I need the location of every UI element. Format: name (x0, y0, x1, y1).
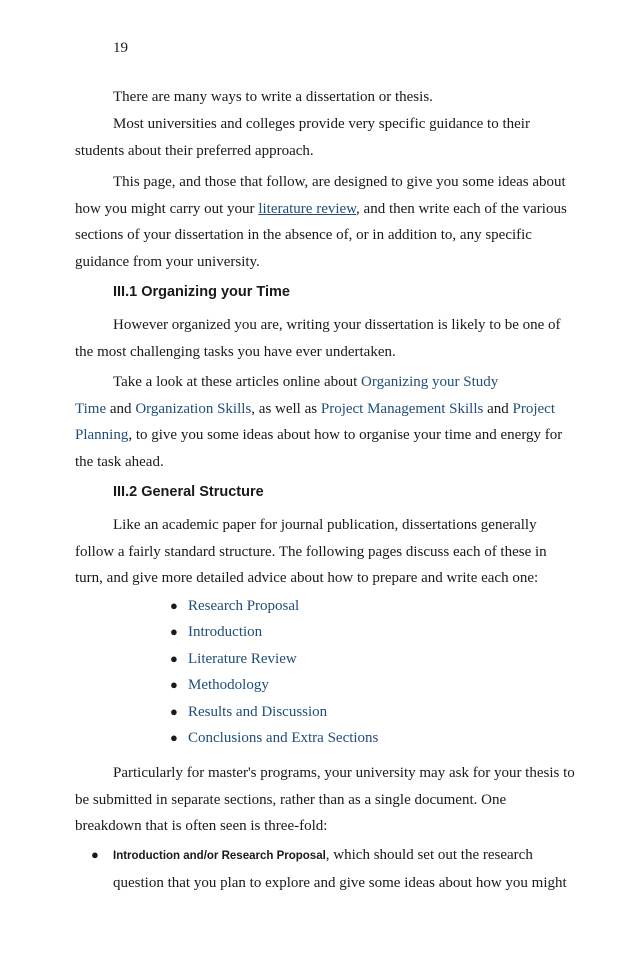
project-management-skills-link[interactable]: Project Management Skills (320, 400, 484, 417)
project-planning-link[interactable]: Project (512, 400, 556, 417)
bullet-lead-text: Introduction and/or Research Proposal (113, 850, 326, 862)
section1-text-1a: However organized you are, writing your dissertation is likely to be one of (113, 317, 561, 333)
section1-text-1b: the most challenging tasks you have ever undertaken. (75, 343, 396, 360)
results-discussion-link[interactable]: Results and Discussion (188, 703, 328, 720)
section2-text-1c: turn, and give more detailed advice about how to prepare and write each one: (75, 570, 539, 586)
page-number: 19 (113, 40, 128, 56)
bullet-icon: ● (170, 729, 178, 745)
research-proposal-link[interactable]: Research Proposal (188, 598, 300, 614)
section2-text-2c: breakdown that is often seen is three-fold: (75, 818, 328, 834)
project-planning-link-cont[interactable]: Planning (75, 427, 129, 443)
intro-text-3d: guidance from your university. (75, 253, 260, 270)
literature-review-link[interactable]: literature review (258, 200, 357, 217)
section-heading-general-structure: III.2 General Structure (113, 484, 264, 500)
list-item (170, 674, 378, 700)
conclusions-link[interactable]: Conclusions and Extra Sections (188, 729, 379, 746)
intro-text-3a: This page, and those that follow, are designed to give you some ideas about (113, 174, 566, 190)
methodology-link[interactable]: Methodology (188, 677, 269, 694)
list-item (170, 648, 378, 674)
intro-text-1: There are many ways to write a dissertation or thesis. (113, 89, 433, 105)
intro-paragraph-2 (75, 111, 575, 164)
structure-list (170, 595, 378, 753)
bullet-icon: ● (170, 624, 178, 640)
intro-text-3b-post: , and then write each of the various (356, 200, 567, 217)
section2-text-1b: follow a fairly standard structure. The following pages discuss each of these in (75, 543, 547, 560)
section2-paragraph-2 (75, 760, 575, 840)
section1-paragraph-2 (75, 369, 575, 475)
section-heading-organizing-time: III.1 Organizing your Time (113, 284, 290, 300)
section1-text-2-post2: the task ahead. (75, 453, 164, 470)
list-item (170, 727, 378, 753)
introduction-link[interactable]: Introduction (188, 624, 263, 641)
section1-text-2-post1: , to give you some ideas about how to organise your time and energy for (128, 427, 563, 443)
section2-text-2b: be submitted in separate sections, rather than as a single document. One (75, 791, 507, 808)
organization-skills-link[interactable]: Organization Skills (135, 400, 252, 417)
three-fold-bullet (93, 842, 573, 896)
bullet-icon: ● (170, 598, 178, 613)
intro-paragraph-3 (75, 169, 575, 275)
as-well-as-text: , as well as (251, 400, 321, 417)
section2-paragraph-1 (75, 512, 575, 592)
bullet-icon: ● (170, 677, 178, 693)
organizing-study-time-link[interactable]: Organizing your Study (361, 374, 499, 390)
intro-text-3b-pre: how you might carry out your (75, 200, 259, 217)
section2-text-2a: Particularly for master's programs, your university may ask for your thesis to (113, 765, 575, 781)
bullet-icon: ● (91, 847, 99, 862)
list-item (170, 701, 378, 727)
and-text-2: and (483, 400, 513, 417)
intro-paragraph-1 (75, 84, 575, 111)
organizing-study-time-link-cont[interactable]: Time (75, 400, 107, 417)
section1-text-2-pre: Take a look at these articles online about (113, 374, 362, 390)
and-text-1: and (106, 400, 136, 417)
section2-text-1a: Like an academic paper for journal publication, dissertations generally (113, 517, 537, 533)
section1-paragraph-1 (75, 312, 575, 365)
intro-text-2b: students about their preferred approach. (75, 142, 314, 159)
intro-text-2a: Most universities and colleges provide very specific guidance to their (113, 116, 530, 132)
bullet-line-2: question that you plan to explore and give some ideas about how you might (113, 874, 567, 891)
list-item (170, 595, 378, 621)
bullet-rest-text: , which should set out the research (325, 847, 533, 863)
list-item (170, 621, 378, 647)
intro-text-3c: sections of your dissertation in the absence of, or in addition to, any specific (75, 227, 532, 243)
bullet-icon: ● (170, 650, 178, 666)
bullet-icon: ● (170, 703, 178, 719)
literature-review-list-link[interactable]: Literature Review (188, 650, 297, 667)
